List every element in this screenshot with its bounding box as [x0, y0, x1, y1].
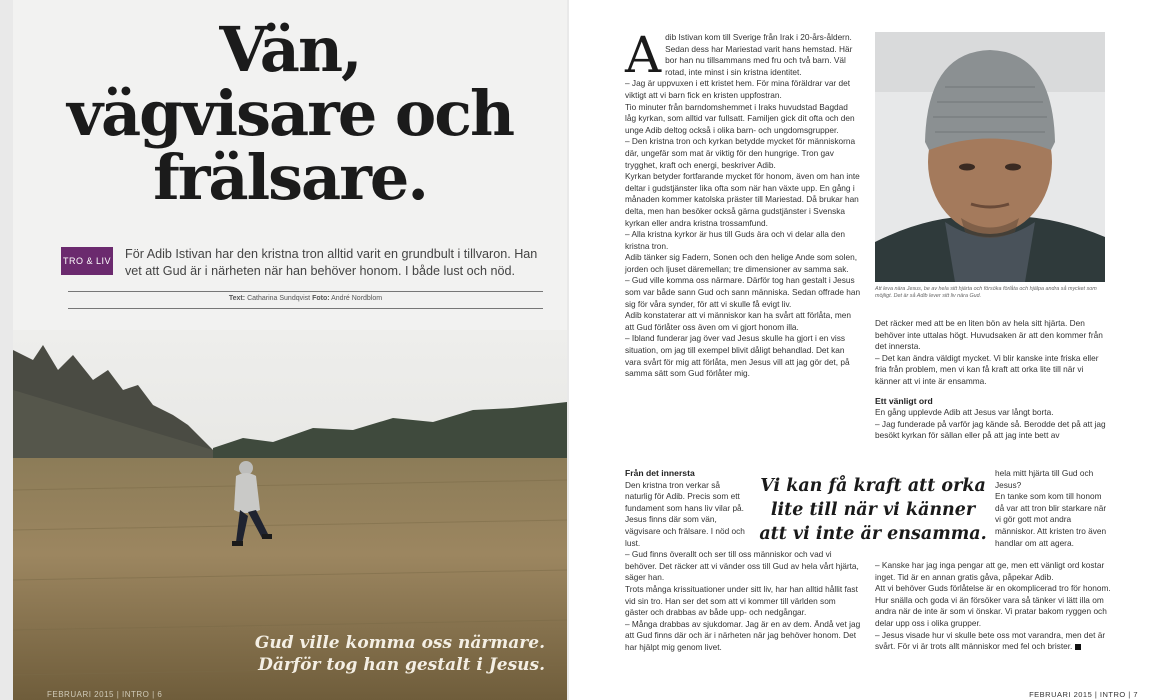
end-mark-icon	[1075, 644, 1081, 650]
paragraph: En tanke som kom till honom då var att tron blir starkare när vi gör gott mot andra människor. Att kristen tro även handlar om att agera.	[995, 491, 1107, 548]
paragraph: Det räcker med att be en liten bön av hela sitt hjärta. Den behöver inte uttalas högt. Huvudsaken är att den kommer från det innersta.	[875, 318, 1103, 352]
paragraph: En gång upplevde Adib att Jesus var långt borta.	[875, 407, 1054, 418]
drop-cap: A	[625, 26, 662, 84]
paragraph: Adib tänker sig Fadern, Sonen och den helige Ande som solen, jorden och ljuset däremellan; tre dimensioner av samma sak.	[625, 252, 858, 274]
credits-rule-bottom	[68, 308, 543, 309]
column-2-indented	[995, 468, 1111, 549]
pull-quote: Vi kan få kraft att orka lite till när vi känner att vi inte är ensamma.	[759, 476, 987, 544]
paragraph: Den kristna tron verkar så naturlig för Adib. Precis som ett fundament som hans liv vilar på. Jesus finns där som vän, vägvisare och frälsare. I nöd och lust.	[625, 479, 745, 548]
headline-line-2: vägvisare och	[66, 77, 514, 150]
photo-quote: Gud ville komma oss närmare. Därför tog han gestalt i Jesus.	[254, 633, 545, 675]
page-footer-left: FEBRUARI 2015 | INTRO | 6	[47, 690, 163, 699]
headline	[13, 13, 567, 214]
byline	[68, 295, 543, 302]
column-1	[625, 26, 861, 380]
paragraph: Att vi behöver Guds förlåtelse är en okomplicerad tro för honom. Hur snälla och goda vi än försöker vara så tänker vi lätt illa om andra när de inte är som vi önskar. Vi pratar bakom ryggen och delar upp oss i olika grupper.	[875, 583, 1111, 628]
portrait-photo	[875, 32, 1105, 282]
paragraph: dib Istivan kom till Sverige från Irak i 20-års-åldern. Sedan dess har Mariestad varit hans hemstad. Här bor han nu tillsammans med fru och två barn. Väl rotad, inte minst i sin kristna identitet.	[665, 32, 853, 77]
photo-author: André Nordblom	[331, 295, 383, 302]
paragraph	[875, 630, 1111, 653]
column-2	[875, 318, 1111, 442]
left-page	[13, 0, 567, 700]
paragraph: – Ibland funderar jag över vad Jesus skulle ha gjort i en viss situation, om jag till exempel blivit dåligt behandlad. Det kan vara svårt för mig att förlåta, men Jesus vill att jag gör det, på samma sätt som Gud förlåter mig.	[625, 333, 850, 379]
paragraph: – Alla kristna kyrkor är hus till Guds ära och vi delar alla den kristna tron.	[625, 229, 845, 251]
paragraph: – Jag är uppvuxen i ett kristet hem. För mina föräldrar var det viktigt att vi barn fick en kristen uppfostran.	[625, 78, 851, 100]
subheading-1: Från det innersta	[625, 468, 695, 478]
paragraph: – Jag funderade på varför jag kände så. Berodde det på att jag besökt kyrkan för sällan eller på att jag inte bett av	[875, 418, 1106, 441]
closing-text: – Jesus visade hur vi skulle bete oss mot varandra, men det är svårt. För vi är trots allt människor med fel och brister.	[875, 629, 1106, 652]
portrait-caption: Att leva nära Jesus, be av hela sitt hjärta och försöka förlåta och hjälpa andra så mycket som möjligt. Det är så Adib lever sitt liv nära Gud.	[875, 286, 1097, 299]
paragraph: Trots många krissituationer under sitt liv, har han alltid hållit fast vid sin tro. Han ser det som att vi kommer till världen som gäster och drabbas av både upp- och nedgångar.	[625, 583, 858, 618]
section-tag: TRO & LIV	[61, 247, 113, 275]
lead-paragraph: För Adib Istivan har den kristna tron alltid varit en grundbult i tillvaron. Han vet att Gud är i närheten när han behöver honom. I både lust och nöd.	[125, 247, 538, 278]
photo-label: Foto:	[312, 295, 330, 302]
text-label: Text:	[228, 295, 246, 302]
column-2-bottom	[875, 560, 1111, 653]
paragraph: – Den kristna tron och kyrkan betydde mycket för människorna där, ungefär som mat är viktig för den hungrige. Tron gav trygghet, kraft och energi, beskriver Adib.	[625, 136, 856, 170]
headline-line-1: Vän,	[219, 13, 361, 86]
paragraph: – Gud ville komma oss närmare. Därför tog han gestalt i Jesus som var både sann Gud och sann människa. Sedan offrade han sig för våra synder, för att vi skulle få evigt liv.	[625, 275, 861, 309]
paragraph: – Kanske har jag inga pengar att ge, men ett vänligt ord kostar inget. Tid är en annan gratis gåva, påpekar Adib.	[875, 560, 1105, 582]
paragraph: Adib konstaterar att vi människor kan ha svårt att förlåta, men att Gud förlåter oss även om vi gjort honom illa.	[625, 310, 851, 332]
paragraph: hela mitt hjärta till Gud och Jesus?	[995, 468, 1094, 490]
text-author: Catharina Sundqvist	[247, 295, 311, 302]
right-page	[569, 0, 1160, 700]
paragraph: – Det kan ändra väldigt mycket. Vi blir kanske inte friska eller fria från problem, men vi kan få kraft att orka lite till när vi känner att vi inte är ensamma.	[875, 352, 1099, 386]
subheading-2: Ett vänligt ord	[875, 395, 933, 406]
page-footer-right: FEBRUARI 2015 | INTRO | 7	[1029, 690, 1138, 699]
credits-rule-top	[68, 291, 543, 292]
paragraph: Kyrkan betyder fortfarande mycket för honom, även om han inte deltar i gudstjänster lika ofta som när han växte upp. En gång i månaden kommer katolska präster till Mariestad. Då brukar han delta, men han besöker också gärna gudstjänster i Svenska kyrkan eller andra kristna trossamfund.	[625, 171, 860, 228]
paragraph: Tio minuter från barndomshemmet i Iraks huvudstad Bagdad låg kyrkan, som alltid var fullsatt. Familjen gick dit ofta och den unge Adib deltog också i olika barn- och ungdomsgrupper.	[625, 101, 855, 135]
paragraph: – Gud finns överallt och ser till oss människor och vad vi behöver. Det räcker att vi vänder oss till Gud av hela vårt hjärta, säger han.	[625, 549, 859, 583]
paragraph: – Många drabbas av sjukdomar. Jag är en av dem. Ändå vet jag att Gud finns där och är i närheten när jag behöver honom. Det har hjälpt mig genom livet.	[625, 618, 861, 652]
headline-line-3: frälsare.	[153, 141, 427, 214]
